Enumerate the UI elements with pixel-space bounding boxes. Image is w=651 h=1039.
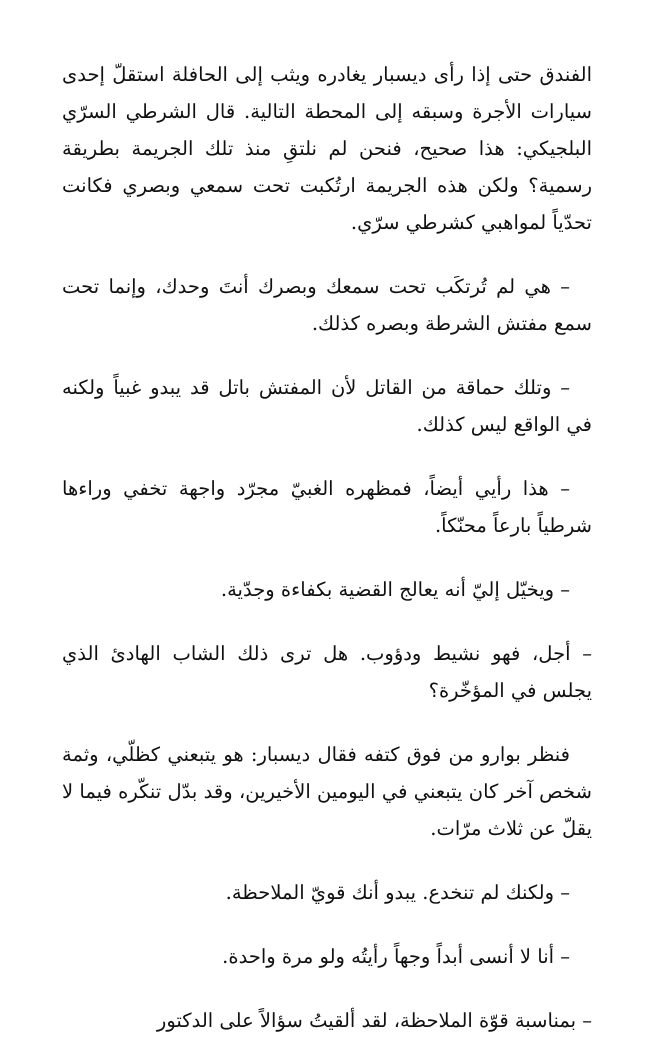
paragraph-10: – بمناسبة قوّة الملاحظة، لقد ألقيتُ سؤالاً على الدكتور: [156, 1009, 592, 1032]
paragraph-9: – أنا لا أنسى أبداً وجهاً رأيتُه ولو مرة واحدة.: [222, 945, 570, 968]
paragraph-4: – هذا رأيي أيضاً، فمظهره الغبيّ مجرّد واجهة تخفي وراءها شرطياً بارعاً محنّكاً.: [62, 477, 592, 537]
paragraph-8: – ولكنك لم تنخدع. يبدو أنك قويّ الملاحظة.: [225, 881, 570, 904]
paragraph-3: – وتلك حماقة من القاتل لأن المفتش باتل قد يبدو غبياً ولكنه في الواقع ليس كذلك.: [62, 376, 592, 436]
paragraph-1: الفندق حتى إذا رأى ديسبار يغادره ويثب إلى الحافلة استقلّ إحدى سيارات الأجرة وسبقه إلى المحطة التالية. قال الشرطي السرّي البلجيكي: هذا صحيح، فنحن لم نلتقِ منذ تلك الجريمة بطريقة رسمية؟ ولكن هذه الجريمة ارتُكبت تحت سمعي وبصري فكانت تحدّياً لمواهبي كشرطي سرّي.: [62, 63, 592, 234]
paragraph-7: فنظر بوارو من فوق كتفه فقال ديسبار: هو يتبعني كظلّي، وثمة شخص آخر كان يتبعني في اليومين الأخيرين، وقد بدّل تنكّره فيما لا يقلّ عن ثلاث مرّات.: [62, 743, 592, 840]
book-page: [62, 56, 592, 1039]
paragraph-6: – أجل، فهو نشيط ودؤوب. هل ترى ذلك الشاب الهادئ الذي يجلس في المؤخّرة؟: [62, 642, 592, 702]
paragraph-5: – ويخيّل إليّ أنه يعالج القضية بكفاءة وجدّية.: [220, 578, 570, 601]
paragraph-2: – هي لم تُرتكَب تحت سمعك وبصرك أنتَ وحدك، وإنما تحت سمع مفتش الشرطة وبصره كذلك.: [62, 275, 592, 335]
